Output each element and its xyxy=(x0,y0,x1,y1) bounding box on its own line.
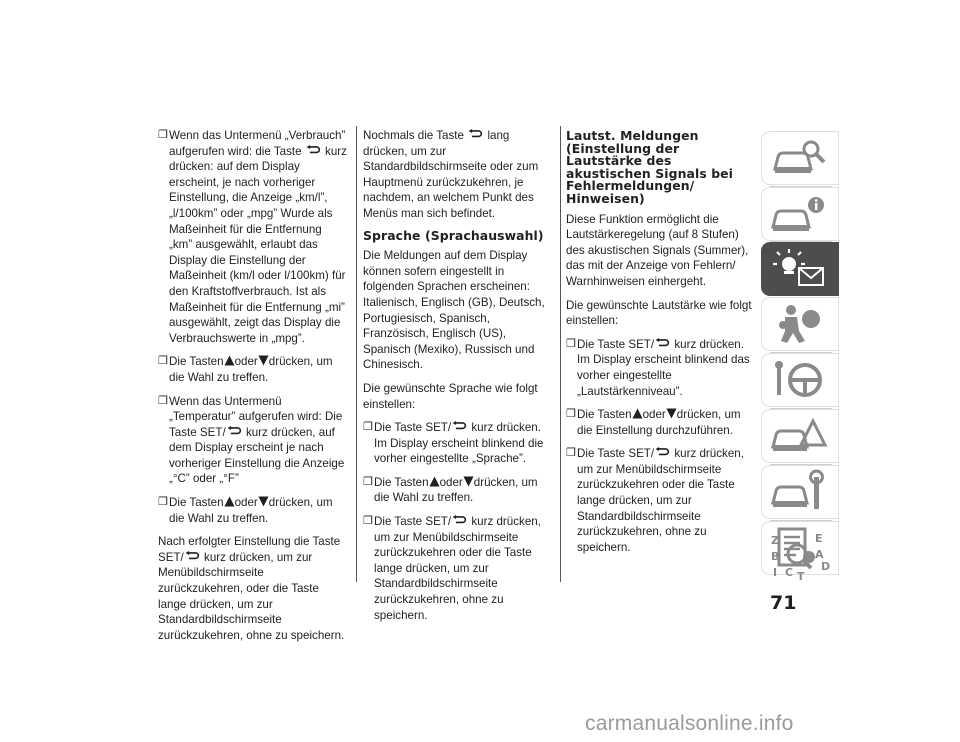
bullet-language-choose xyxy=(363,475,553,506)
down-arrow-icon xyxy=(463,476,474,487)
bullet-mark: ❒ xyxy=(566,337,576,350)
text: oder xyxy=(234,355,258,369)
bullet-mark: ❒ xyxy=(566,447,576,460)
text: kurz drücken, um zur Menübildschirmseite zurückzukehren, oder die Taste lange drücken, um zur Standardbildschirmseite zurückzukehren, ohne zu speichern. xyxy=(158,550,345,642)
index-letter: C xyxy=(785,566,794,579)
car-wrench-icon xyxy=(769,469,829,515)
column-3 xyxy=(566,130,754,563)
bullet-mark: ❒ xyxy=(363,475,373,488)
bullet-volume-confirm xyxy=(566,446,754,555)
warning-light-message-icon xyxy=(769,246,829,292)
car-info-icon xyxy=(769,191,829,237)
text: Die Taste SET/ xyxy=(374,421,452,435)
steering-wheel-icon xyxy=(769,357,829,403)
text: drücken, um die Wahl zu treffen. xyxy=(374,475,538,505)
set-return-button-icon xyxy=(655,447,670,456)
text: kurz drücken: auf dem Display erscheint, je nach vorheriger Einstellung, die Anzeige „km/l”, „l/100km” oder „mpg” Wurde als Maßeinheit für die Entfernung „km” ausgewählt, erlaubt das Display die Einstellung der Maßeinheit (km/l oder l/100km) für den Kraftstoffverbrauch. Ist als Maßeinheit für die Entfernung „mi” ausgewählt, zeigt das Display die Verbrauchswerte in „mpg”. xyxy=(169,144,347,345)
text: oder xyxy=(439,475,463,489)
tab-maintenance[interactable] xyxy=(761,465,839,519)
bullet-temperature xyxy=(158,394,348,488)
index-letter: D xyxy=(821,560,831,573)
text: kurz drücken. Im Display erscheint blinkend das vorher eingestellte „Lautstärkenniveau”. xyxy=(577,337,750,398)
index-letter: E xyxy=(815,532,823,545)
airbag-safety-icon xyxy=(769,301,829,347)
car-search-icon xyxy=(769,135,829,181)
text: Nochmals die Taste xyxy=(363,129,464,142)
paragraph-volume-function: Diese Funktion ermöglicht die Lautstärkeregelung (auf 8 Stufen) des akustischen Signals (Summer), das mit der Anzeige von Fehlern/ Warnhinweisen einhergeht. xyxy=(566,212,749,288)
set-return-button-icon xyxy=(185,551,200,560)
bullet-mark: ❒ xyxy=(158,355,168,368)
text: kurz drücken, auf dem Display erscheint je nach vorheriger Einstellung die Anzeige „°C” oder „°F” xyxy=(169,425,345,486)
up-arrow-icon xyxy=(632,408,643,419)
down-arrow-icon xyxy=(258,496,269,507)
text: drücken, um die Wahl zu treffen. xyxy=(169,496,333,525)
set-return-button-icon xyxy=(227,426,242,435)
text: Nach erfolgter Einstellung die Taste SET/ xyxy=(158,535,341,564)
text: oder xyxy=(642,408,666,422)
text: Die Tasten xyxy=(374,475,429,489)
text: oder xyxy=(234,496,258,510)
tab-safety[interactable] xyxy=(761,297,839,351)
text: Die Tasten xyxy=(577,408,632,422)
tab-emergency[interactable] xyxy=(761,409,839,463)
heading-language: Sprache (Sprachauswahl) xyxy=(363,227,544,243)
down-arrow-icon xyxy=(258,355,269,366)
column-1 xyxy=(158,128,348,651)
tab-car-info[interactable] xyxy=(761,187,839,241)
paragraph-languages: Die Meldungen auf dem Display können sofern eingestellt in folgenden Sprachen erscheinen: Italienisch, Englisch (GB), Deutsch, Portugiesisch, Spanisch, Französisch, Englisch (US), Spanisch (Mexiko), Russisch und Chinesisch. xyxy=(363,249,545,372)
bullet-volume-adjust xyxy=(566,407,754,438)
set-return-button-icon xyxy=(306,145,321,154)
bullet-mark: ❒ xyxy=(158,394,168,407)
set-return-button-icon xyxy=(468,129,483,138)
text: lang drücken, um zur Standardbildschirmseite oder zum Hauptmenü zurückzukehren, je nachdem, an welchem Punkt des Menüs man sich befindet. xyxy=(363,129,539,220)
set-return-button-icon xyxy=(452,515,467,524)
index-search-icon xyxy=(767,530,831,582)
text: kurz drücken. Im Display erscheint blinkend die vorher eingestellte „Sprache”. xyxy=(374,421,544,466)
index-letter: I xyxy=(773,566,778,579)
text: Die Tasten xyxy=(169,355,224,369)
text: kurz drücken, um zur Menübildschirmseite zurückzukehren oder die Taste lange drücken, um zur Standardbildschirmseite zurückzukehren, ohne zu speichern. xyxy=(577,447,744,554)
paragraph-set-volume: Die gewünschte Lautstärke wie folgt einstellen: xyxy=(566,298,752,328)
index-letter: A xyxy=(815,548,824,561)
bullet-consumption xyxy=(158,128,348,346)
tab-warning-lights-messages[interactable] xyxy=(761,242,839,296)
paragraph-set-language: Die gewünschte Sprache wie folgt einstellen: xyxy=(363,381,538,411)
text: Wenn das Untermenü „Verbrauch” aufgerufen wird: die Taste xyxy=(169,129,346,158)
bullet-volume-set xyxy=(566,337,754,399)
up-arrow-icon xyxy=(429,476,440,487)
page-number: 71 xyxy=(770,592,797,614)
bullet-choose-1 xyxy=(158,354,348,385)
column-divider xyxy=(560,126,561,582)
text: Die Taste SET/ xyxy=(577,337,655,351)
set-return-button-icon xyxy=(452,421,467,430)
watermark: carmanualsonline.info xyxy=(585,712,794,735)
text: drücken, um die Wahl zu treffen. xyxy=(169,355,333,384)
up-arrow-icon xyxy=(224,355,235,366)
text: Die Taste SET/ xyxy=(374,515,452,529)
set-return-button-icon xyxy=(655,338,670,347)
paragraph-after-setting xyxy=(158,534,348,643)
heading-message-volume: Lautst. Meldungen (Einstellung der Lautstärke des akustischen Signals bei Fehlermeldungen/ Hinweisen) xyxy=(566,128,734,206)
bullet-mark: ❒ xyxy=(158,129,168,141)
text: Wenn das Untermenü „Temperatur” aufgerufen wird: Die Taste SET/ xyxy=(169,394,343,439)
column-2 xyxy=(363,128,553,631)
down-arrow-icon xyxy=(666,408,677,419)
paragraph-long-press xyxy=(363,128,553,222)
up-arrow-icon xyxy=(224,496,235,507)
bullet-mark: ❒ xyxy=(566,408,576,421)
index-letter: Z xyxy=(771,534,779,547)
bullet-choose-2 xyxy=(158,495,348,526)
bullet-mark: ❒ xyxy=(363,515,373,528)
text: Die Tasten xyxy=(169,496,224,510)
index-letter: B xyxy=(771,550,780,563)
text: kurz drücken, um zur Menübildschirmseite zurückzukehren oder die Taste lange drücken, um zur Standardbildschirmseite zurückzukehren, ohne zu speichern. xyxy=(374,515,541,622)
car-warning-icon xyxy=(769,413,829,459)
tab-starting-driving[interactable] xyxy=(761,353,839,407)
column-divider xyxy=(356,126,357,582)
bullet-mark: ❒ xyxy=(363,421,373,434)
text: drücken, um die Einstellung durchzuführen. xyxy=(577,408,741,437)
index-letter: T xyxy=(797,570,805,582)
bullet-mark: ❒ xyxy=(158,496,168,509)
tab-index[interactable] xyxy=(761,530,839,582)
bullet-language-confirm xyxy=(363,514,553,623)
text: Die Taste SET/ xyxy=(577,447,655,461)
bullet-language-set xyxy=(363,420,553,467)
tab-car-search[interactable] xyxy=(761,131,839,185)
